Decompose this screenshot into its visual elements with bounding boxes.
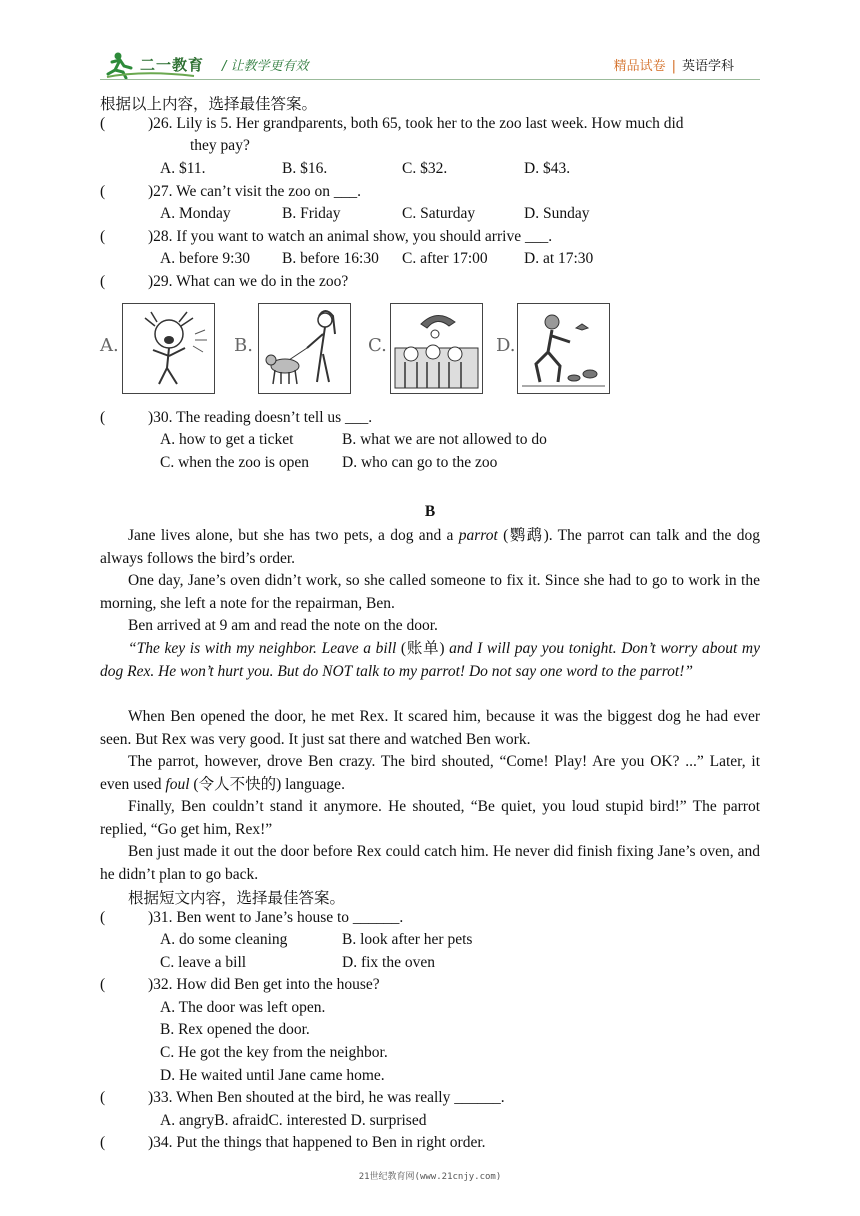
option-28-a[interactable]: A. before 9:30: [160, 250, 250, 267]
passage-paragraph-1: Jane lives alone, but she has two pets, a dog and a parrot (鹦鹉). The parrot can talk and the dog always follows the bird’s order.: [100, 527, 761, 567]
page-header: [100, 48, 760, 82]
instruction-b: 根据短文内容，选择最佳答案。: [128, 890, 346, 907]
option-32-c[interactable]: C. He got the key from the neighbor.: [160, 1044, 388, 1061]
question-33: )33. When Ben shouted at the bird, he was really ______.: [148, 1089, 505, 1106]
answer-blank-31[interactable]: (: [100, 909, 106, 926]
passage-paragraph-5: When Ben opened the door, he met Rex. It scared him, because it was the biggest dog he had ever seen. But Rex was very good. It just sat there and watched Ben work.: [100, 708, 760, 748]
question-26: )26. Lily is 5. Her grandparents, both 65, took her to the zoo last week. How much did: [148, 115, 684, 132]
passage-paragraph-6: The parrot, however, drove Ben crazy. The bird shouted, “Come! Play! Are you OK? ...” Later, it even used foul (令人不快的) language.: [100, 753, 760, 793]
question-26-cont: they pay?: [190, 137, 250, 154]
answer-blank-32[interactable]: (: [100, 976, 106, 993]
option-26-c[interactable]: C. $32.: [402, 160, 448, 177]
header-slogan: / 让教学更有效: [222, 59, 309, 74]
question-31: )31. Ben went to Jane’s house to ______.: [148, 909, 404, 926]
header-label-subject: 英语学科: [681, 59, 734, 74]
answer-blank-27[interactable]: (: [100, 183, 106, 200]
picture-label-d: D.: [496, 335, 516, 356]
section-b-heading: B: [424, 503, 436, 520]
question-30: )30. The reading doesn’t tell us ___.: [148, 409, 373, 426]
option-28-d[interactable]: D. at 17:30: [524, 250, 594, 267]
passage-paragraph-7: Finally, Ben couldn’t stand it anymore. He shouted, “Be quiet, you loud stupid bird!” The parrot replied, “Go get him, Rex!”: [100, 798, 760, 838]
option-31-d[interactable]: D. fix the oven: [342, 954, 435, 971]
option-27-b[interactable]: B. Friday: [282, 205, 341, 222]
option-31-b[interactable]: B. look after her pets: [342, 931, 473, 948]
page-footer: 21世纪教育网(www.21cnjy.com): [358, 1172, 502, 1182]
answer-blank-26[interactable]: (: [100, 115, 106, 132]
picture-label-a: A.: [100, 335, 119, 356]
passage-note: “The key is with my neighbor. Leave a bill (账单) and I will pay you tonight. Don’t worry about my dog Rex. He won’t hurt you. But do NOT talk to my parrot! Do not say one word to the parrot!”: [100, 640, 761, 680]
option-31-a[interactable]: A. do some cleaning: [160, 931, 288, 948]
question-27: )27. We can’t visit the zoo on ___.: [148, 183, 362, 200]
option-26-b[interactable]: B. $16.: [282, 160, 328, 177]
answer-blank-34[interactable]: (: [100, 1134, 106, 1151]
option-28-b[interactable]: B. before 16:30: [282, 250, 379, 267]
option-32-a[interactable]: A. The door was left open.: [160, 999, 326, 1016]
passage-paragraph-8: Ben just made it out the door before Rex could catch him. He never did finish fixing Jane’s oven, and he didn’t plan to go back.: [100, 843, 760, 883]
passage-paragraph-2: One day, Jane’s oven didn’t work, so she called someone to fix it. Since she had to go to work in the morning, she left a note for the repairman, Ben.: [100, 572, 760, 612]
answer-blank-29[interactable]: (: [100, 273, 106, 290]
option-26-d[interactable]: D. $43.: [524, 160, 571, 177]
answer-blank-33[interactable]: (: [100, 1089, 106, 1106]
option-27-a[interactable]: A. Monday: [160, 205, 231, 222]
picture-label-b: B.: [234, 335, 253, 356]
header-label-premium: 精品试卷: [613, 59, 666, 74]
option-30-c[interactable]: C. when the zoo is open: [160, 454, 309, 471]
option-32-d[interactable]: D. He waited until Jane came home.: [160, 1067, 385, 1084]
feeding-birds-picture-icon[interactable]: [517, 303, 610, 394]
girl-walking-dog-picture-icon[interactable]: [258, 303, 351, 394]
option-30-d[interactable]: D. who can go to the zoo: [342, 454, 498, 471]
option-30-b[interactable]: B. what we are not allowed to do: [342, 431, 547, 448]
header-divider: [100, 79, 760, 80]
dolphin-show-picture-icon[interactable]: [390, 303, 483, 394]
option-31-c[interactable]: C. leave a bill: [160, 954, 247, 971]
option-28-c[interactable]: C. after 17:00: [402, 250, 488, 267]
instruction-a: 根据以上内容，选择最佳答案。: [100, 96, 318, 113]
crying-girl-picture-icon[interactable]: [122, 303, 215, 394]
option-27-c[interactable]: C. Saturday: [402, 205, 476, 222]
header-separator: |: [671, 59, 676, 74]
picture-label-c: C.: [368, 335, 387, 356]
question-28: )28. If you want to watch an animal show, you should arrive ___.: [148, 228, 553, 245]
option-33-line[interactable]: A. angryB. afraidC. interested D. surprised: [160, 1112, 427, 1129]
header-right: [614, 55, 734, 74]
option-32-b[interactable]: B. Rex opened the door.: [160, 1021, 310, 1038]
option-27-d[interactable]: D. Sunday: [524, 205, 590, 222]
answer-blank-30[interactable]: (: [100, 409, 106, 426]
answer-blank-28[interactable]: (: [100, 228, 106, 245]
question-29: )29. What can we do in the zoo?: [148, 273, 349, 290]
question-32: )32. How did Ben get into the house?: [148, 976, 380, 993]
question-34: )34. Put the things that happened to Ben in right order.: [148, 1134, 486, 1151]
passage-paragraph-3: Ben arrived at 9 am and read the note on the door.: [128, 617, 438, 634]
option-30-a[interactable]: A. how to get a ticket: [160, 431, 294, 448]
logo-text: 二一教育: [140, 56, 205, 74]
option-26-a[interactable]: A. $11.: [160, 160, 206, 177]
